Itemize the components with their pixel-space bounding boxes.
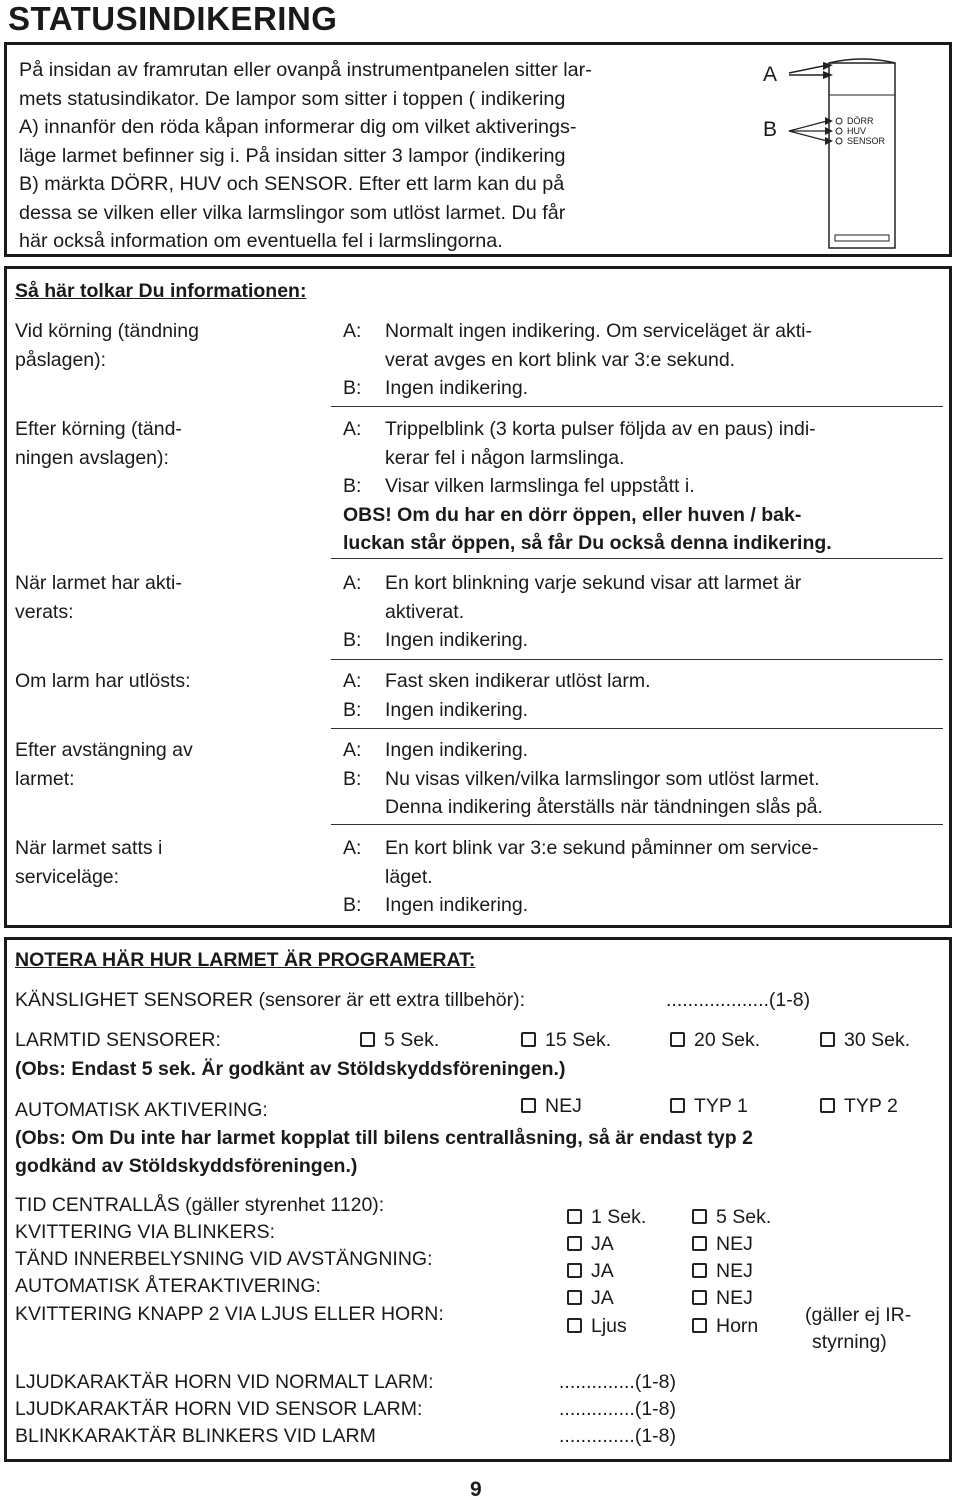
setting-label: AUTOMATISK ÅTERAKTIVERING: bbox=[15, 1275, 321, 1297]
intro-box bbox=[4, 42, 952, 257]
divider bbox=[331, 728, 943, 729]
settings-note: styrning) bbox=[812, 1331, 887, 1353]
auto-activation-note: godkänd av Stöldskyddsföreningen.) bbox=[15, 1155, 358, 1177]
checkbox[interactable] bbox=[692, 1236, 707, 1251]
intro-line: dessa se vilken eller vilka larmslingor som utlöst larmet. Du får bbox=[19, 201, 566, 224]
auto-activation-option-typ2[interactable]: TYP 2 bbox=[820, 1092, 898, 1121]
sound-value: ..............(1-8) bbox=[559, 1371, 677, 1393]
sensitivity-value: ...................(1-8) bbox=[666, 989, 811, 1011]
interpret-heading: Så här tolkar Du informationen: bbox=[15, 280, 307, 302]
setting-label: KVITTERING VIA BLINKERS: bbox=[15, 1221, 276, 1243]
row-label: När larmet satts i serviceläge: bbox=[15, 837, 163, 888]
auto-activation-label: AUTOMATISK AKTIVERING: bbox=[15, 1099, 268, 1121]
row-label: Vid körning (tändning påslagen): bbox=[15, 320, 199, 371]
row-label: När larmet har akti- verats: bbox=[15, 572, 182, 623]
intro-line: här också information om eventuella fel i larmslingorna. bbox=[19, 230, 503, 252]
checkbox[interactable] bbox=[567, 1236, 582, 1251]
intro-text bbox=[19, 56, 592, 256]
checkbox[interactable] bbox=[567, 1209, 582, 1224]
interpretation-box: Så här tolkar Du informationen: Vid körning (tändning påslagen): A: Normalt ingen indikering. Om serviceläget är akti- verat avges en kort blink var 3:e sekund. B: Ingen indikering. Efter körning (tänd- ningen avslagen): A: Trippelblink (3 korta pulser följda av en paus) indi- kerar fel i någon larmslinga. B: Visar vilken larmslinga fel uppstått i. OBS! Om du har en dörr öppen, eller huven / bak- luckan står öppen, så får Du också denna indikering. När larmet har akti- verats: A: En kort blinkning varje sekund visar att larmet är aktiverat. B: Ingen indikering. Om larm har utlösts: A: Fast sken indikerar utlöst larm. B: Ingen indikering. Efter avstängning av larmet: A: Ingen indikering. B: Nu visas vilken/vilka larmslingor som utlöst larmet. Denna indikering återställs när tändningen slås på. När larmet satts i serviceläge: A: En kort blink var 3:e sekund påminner om service- läget. B: Ingen indikering. bbox=[4, 266, 952, 928]
intro-line: A) innanför den röda kåpan informerar dig om vilket aktiverings- bbox=[19, 116, 577, 138]
checkbox[interactable] bbox=[567, 1318, 582, 1333]
checkbox[interactable] bbox=[360, 1032, 375, 1047]
sensitivity-label: KÄNSLIGHET SENSORER (sensorer är ett extra tillbehör): bbox=[15, 989, 526, 1011]
checkbox[interactable] bbox=[692, 1209, 707, 1224]
settings-box bbox=[4, 937, 952, 1462]
checkbox[interactable] bbox=[692, 1263, 707, 1278]
auto-activation-option-nej[interactable]: NEJ bbox=[521, 1092, 582, 1121]
row-label: Efter avstängning av larmet: bbox=[15, 739, 193, 790]
setting-option-2[interactable]: NEJ bbox=[692, 1285, 753, 1312]
setting-label: TÄND INNERBELYSNING VID AVSTÄNGNING: bbox=[15, 1248, 433, 1270]
sound-value: ..............(1-8) bbox=[559, 1398, 677, 1420]
auto-activation-option-typ1[interactable]: TYP 1 bbox=[670, 1092, 748, 1121]
checkbox[interactable] bbox=[692, 1318, 707, 1333]
sound-value: ..............(1-8) bbox=[559, 1425, 677, 1447]
checkbox[interactable] bbox=[670, 1032, 685, 1047]
setting-option-1[interactable]: JA bbox=[567, 1258, 614, 1285]
divider bbox=[331, 406, 943, 407]
label-b: B bbox=[763, 118, 778, 141]
setting-option-1[interactable]: 1 Sek. bbox=[567, 1204, 646, 1231]
sound-label: LJUDKARAKTÄR HORN VID SENSOR LARM: bbox=[15, 1398, 423, 1420]
row-label: Om larm har utlösts: bbox=[15, 670, 191, 692]
sound-label: BLINKKARAKTÄR BLINKERS VID LARM bbox=[15, 1425, 376, 1447]
setting-option-2[interactable]: NEJ bbox=[692, 1258, 753, 1285]
checkbox[interactable] bbox=[567, 1263, 582, 1278]
alarm-time-option-20[interactable]: 20 Sek. bbox=[670, 1026, 760, 1055]
obs-note: luckan står öppen, så får Du också denna indikering. bbox=[343, 532, 832, 554]
intro-line: läge larmet befinner sig i. På insidan sitter 3 lampor (indikering bbox=[19, 144, 566, 167]
alarm-time-option-5[interactable]: 5 Sek. bbox=[360, 1026, 439, 1055]
label-a: A bbox=[763, 63, 778, 86]
page-number: 9 bbox=[470, 1478, 482, 1501]
notes-heading: NOTERA HÄR HUR LARMET ÄR PROGRAMERAT: bbox=[15, 949, 476, 971]
lamp-label-huv: HUV bbox=[847, 126, 867, 136]
intro-line: B) märkta DÖRR, HUV och SENSOR. Efter ett larm kan du på bbox=[19, 173, 565, 195]
setting-option-1[interactable]: Ljus bbox=[567, 1313, 627, 1340]
row-label: Efter körning (tänd- ningen avslagen): bbox=[15, 418, 182, 469]
checkbox[interactable] bbox=[521, 1098, 536, 1113]
alarm-time-note: (Obs: Endast 5 sek. Är godkänt av Stöldskyddsföreningen.) bbox=[15, 1058, 566, 1080]
settings-note: (gäller ej IR- bbox=[805, 1304, 912, 1326]
setting-label: TID CENTRALLÅS (gäller styrenhet 1120): bbox=[15, 1194, 385, 1216]
checkbox[interactable] bbox=[670, 1098, 685, 1113]
checkbox[interactable] bbox=[820, 1032, 835, 1047]
alarm-time-option-15[interactable]: 15 Sek. bbox=[521, 1026, 611, 1055]
setting-option-2[interactable]: NEJ bbox=[692, 1231, 753, 1258]
divider bbox=[331, 558, 943, 559]
checkbox[interactable] bbox=[521, 1032, 536, 1047]
setting-option-1[interactable]: JA bbox=[567, 1231, 614, 1258]
intro-line: mets statusindikator. De lampor som sitter i toppen ( indikering bbox=[19, 87, 566, 110]
obs-note: OBS! Om du har en dörr öppen, eller huven / bak- bbox=[343, 503, 802, 526]
lamp-label-sensor: SENSOR bbox=[847, 136, 886, 146]
divider bbox=[331, 824, 943, 825]
setting-label: KVITTERING KNAPP 2 VIA LJUS ELLER HORN: bbox=[15, 1303, 444, 1325]
alarm-time-option-30[interactable]: 30 Sek. bbox=[820, 1026, 910, 1055]
setting-option-2[interactable]: 5 Sek. bbox=[692, 1204, 771, 1231]
lamp-label-dorr: DÖRR bbox=[847, 116, 874, 126]
divider bbox=[331, 659, 943, 660]
setting-option-1[interactable]: JA bbox=[567, 1285, 614, 1312]
intro-line: På insidan av framrutan eller ovanpå instrumentpanelen sitter lar- bbox=[19, 59, 592, 81]
checkbox[interactable] bbox=[567, 1290, 582, 1305]
status-indicator-diagram bbox=[747, 53, 947, 253]
checkbox[interactable] bbox=[820, 1098, 835, 1113]
auto-activation-note: (Obs: Om Du inte har larmet kopplat till bilens centrallåsning, så är endast typ 2 bbox=[15, 1127, 753, 1149]
alarm-time-label: LARMTID SENSORER: bbox=[15, 1029, 221, 1051]
sound-label: LJUDKARAKTÄR HORN VID NORMALT LARM: bbox=[15, 1371, 434, 1393]
setting-option-2[interactable]: Horn bbox=[692, 1313, 758, 1340]
checkbox[interactable] bbox=[692, 1290, 707, 1305]
page-title: STATUSINDIKERING bbox=[8, 0, 338, 37]
